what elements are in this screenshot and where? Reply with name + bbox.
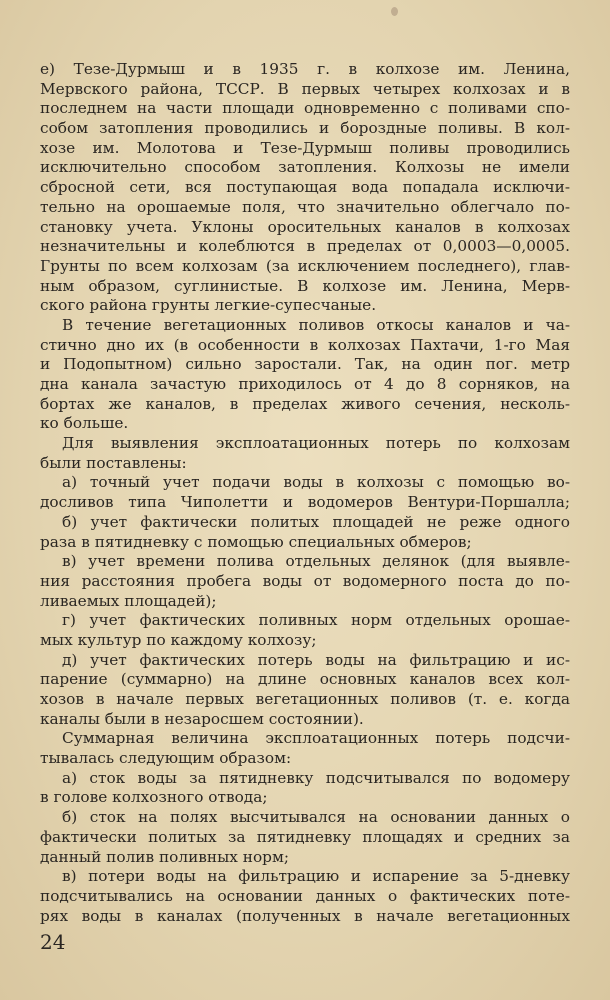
text-line: становку учета. Уклоны оросительных каналов в колхозах	[40, 217, 570, 236]
page-number: 24	[40, 930, 66, 954]
text-line: б) учет фактически политых площадей не реже одного	[62, 512, 570, 531]
text-line: В течение вегетационных поливов откосы каналов и ча-	[62, 315, 570, 334]
text-line: последнем на части площади одновременно с поливами спо-	[40, 99, 570, 118]
text-line: ко больше.	[40, 414, 129, 433]
text-line: ского района грунты легкие-супесчаные.	[40, 296, 377, 315]
text-line: а) сток воды за пятидневку подсчитывался по водомеру	[62, 768, 570, 787]
body-text	[40, 60, 570, 926]
text-line: данный полив поливных норм;	[40, 847, 289, 866]
text-line: тывалась следующим образом:	[40, 749, 292, 768]
text-line: подсчитывались на основании данных о фактических поте-	[40, 886, 570, 905]
text-line: б) сток на полях высчитывался на основании данных о	[62, 808, 570, 827]
text-line: г) учет фактических поливных норм отдельных орошае-	[62, 611, 570, 630]
text-line: сбросной сети, вся поступающая вода попадала исключи-	[40, 178, 570, 197]
text-line: ния расстояния пробега воды от водомерного поста до по-	[40, 571, 570, 590]
text-line: Суммарная величина эксплоатационных потерь подсчи-	[62, 729, 570, 748]
text-line: Для выявления эксплоатационных потерь по колхозам	[62, 434, 570, 453]
text-line: парение (суммарно) на длине основных каналов всех кол-	[40, 670, 570, 689]
text-line: каналы были в незаросшем состоянии).	[40, 709, 364, 728]
text-line: тельно на орошаемые поля, что значительно облегчало по-	[40, 197, 570, 216]
text-line: Мервского района, ТССР. В первых четырех колхозах и в	[40, 79, 570, 98]
text-line: хозе им. Молотова и Тезе-Дурмыш поливы проводились	[40, 138, 570, 157]
text-line: были поставлены:	[40, 453, 187, 472]
text-line: в) потери воды на фильтрацию и испарение за 5-дневку	[62, 867, 570, 886]
text-line: Грунты по всем колхозам (за исключением последнего), глав-	[40, 256, 570, 275]
text-line: д) учет фактических потерь воды на фильтрацию и ис-	[62, 650, 570, 669]
text-line: дна канала зачастую приходилось от 4 до 8 сорняков, на	[40, 375, 570, 393]
text-line: стично дно их (в особенности в колхозах Пахтачи, 1-го Мая	[40, 335, 570, 354]
text-line: а) точный учет подачи воды в колхозы с помощью во-	[62, 473, 570, 492]
text-line: ным образом, суглинистые. В колхозе им. Ленина, Мерв-	[40, 276, 570, 295]
text-line: в) учет времени полива отдельных делянок (для выявле-	[62, 552, 570, 571]
text-line: рях воды в каналах (полученных в начале вегетационных	[40, 906, 570, 925]
paper-stain	[391, 7, 398, 16]
text-line: мых культур по каждому колхозу;	[40, 630, 317, 649]
text-line: е) Тезе-Дурмыш и в 1935 г. в колхозе им. Ленина,	[40, 60, 570, 78]
text-line: фактически политых за пятидневку площадях и средних за	[40, 827, 570, 846]
text-line: незначительны и колеблются в пределах от 0,0003—0,0005.	[40, 237, 570, 256]
text-line: в голове колхозного отвода;	[40, 788, 268, 807]
text-line: ливаемых площадей);	[40, 591, 217, 610]
text-line: бортах же каналов, в пределах живого сечения, несколь-	[40, 394, 570, 413]
text-line: собом затопления проводились и бороздные поливы. В кол-	[40, 119, 570, 138]
text-line: исключительно способом затопления. Колхозы не имели	[40, 158, 570, 177]
text-line: досливов типа Чиполетти и водомеров Вентури-Поршалла;	[40, 493, 570, 512]
text-line: хозов в начале первых вегетационных поливов (т. е. когда	[40, 690, 570, 708]
text-line: и Подопытном) сильно заростали. Так, на один пог. метр	[40, 355, 570, 374]
text-line: раза в пятидневку с помощью специальных обмеров;	[40, 532, 472, 551]
